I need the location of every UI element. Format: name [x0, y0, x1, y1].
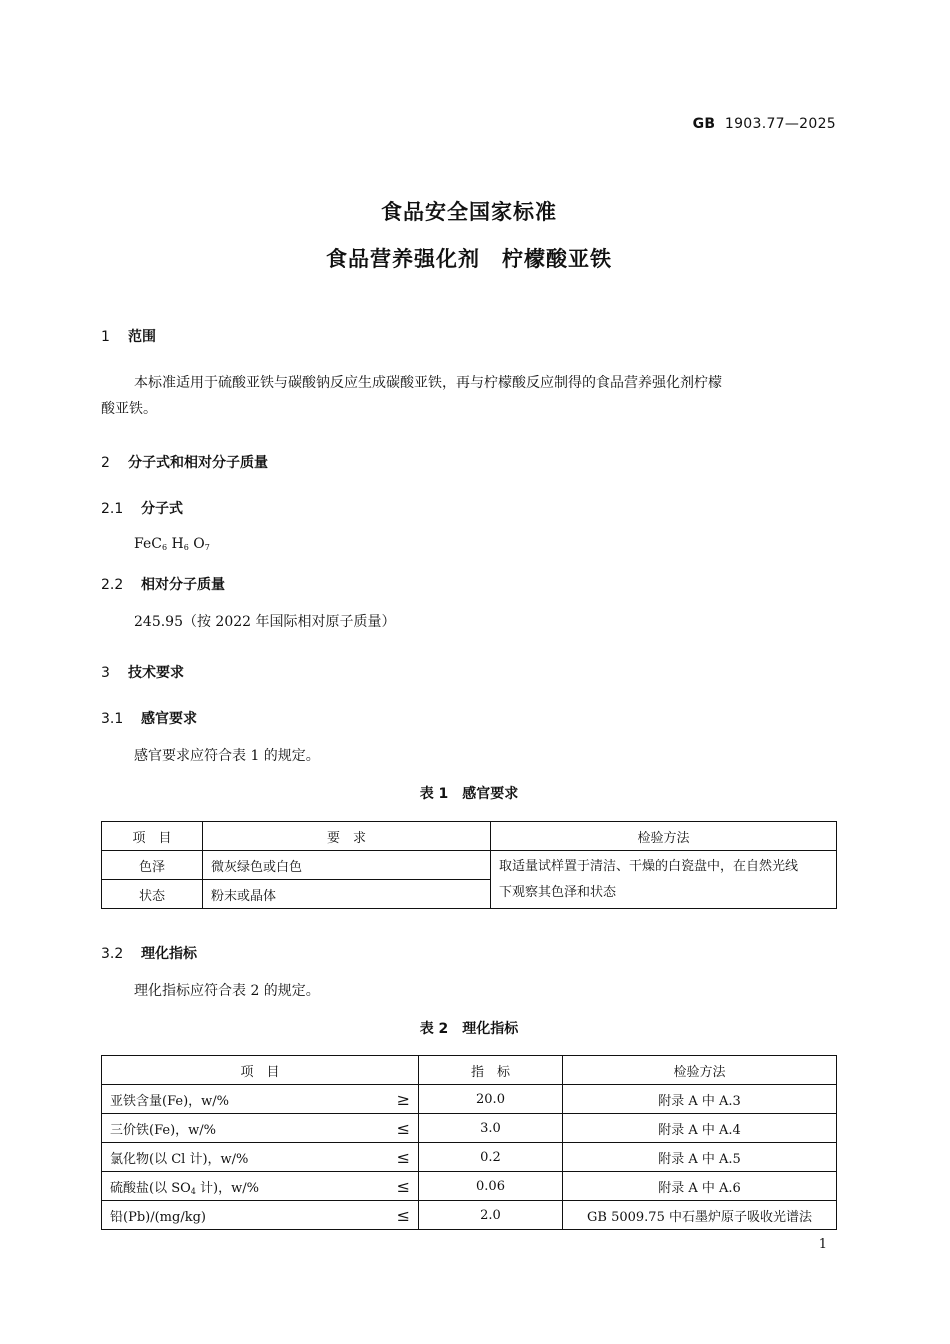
- section-title: 范围: [128, 329, 156, 345]
- section-number: 3.2: [101, 946, 124, 962]
- section-1-heading: [101, 326, 156, 346]
- row-method: 附录 A 中 A.5: [563, 1143, 837, 1172]
- row-value: 20.0: [419, 1085, 563, 1114]
- row-method: 附录 A 中 A.6: [563, 1172, 837, 1201]
- row-method: 附录 A 中 A.3: [563, 1085, 837, 1114]
- section-title: 相对分子质量: [141, 577, 225, 593]
- formula-sub-o: 7: [204, 543, 210, 552]
- row-method: GB 5009.75 中石墨炉原子吸收光谱法: [563, 1201, 837, 1230]
- section-number: 3.1: [101, 711, 124, 727]
- section-2-2-heading: [101, 574, 225, 594]
- row-requirement: 粉末或晶体: [203, 880, 491, 909]
- row-item-text: 硫酸盐(以 SO: [110, 1180, 191, 1196]
- section-number: 2: [101, 455, 110, 471]
- table2-caption: 表 2 理化指标: [419, 1021, 519, 1037]
- table-row: [102, 1172, 837, 1201]
- row-value: 0.2: [419, 1143, 563, 1172]
- section-number: 1: [101, 329, 110, 345]
- row-item-text: 铅(Pb)/(mg/kg): [110, 1209, 206, 1225]
- formula-sub-c: 6: [161, 543, 168, 552]
- method-line2: 下观察其色泽和状态: [499, 884, 617, 900]
- header-requirement: 要 求: [203, 822, 491, 851]
- section-number: 2.1: [101, 501, 124, 517]
- header-item: 项 目: [102, 1056, 419, 1085]
- standard-prefix: GB: [692, 116, 716, 132]
- table-row: [102, 1114, 837, 1143]
- page-number: 1: [818, 1237, 827, 1252]
- comparison-symbol: ≤: [396, 1118, 410, 1138]
- sensory-paragraph: 感官要求应符合表 1 的规定。: [134, 748, 320, 764]
- method-cell: [491, 851, 837, 909]
- scope-paragraph-line1: 本标准适用于硫酸亚铁与碳酸钠反应生成碳酸亚铁，再与柠檬酸反应制得的食品营养强化剂柠檬: [134, 375, 722, 391]
- molecular-formula: [134, 536, 210, 552]
- header-item: 项 目: [102, 822, 203, 851]
- section-number: 3: [101, 665, 110, 681]
- molecular-mass-value: 245.95（按 2022 年国际相对原子质量）: [134, 614, 396, 630]
- row-requirement: 微灰绿色或白色: [203, 851, 491, 880]
- row-item-text: 氯化物(以 Cl 计)，w/%: [110, 1151, 249, 1167]
- row-item-text: 三价铁(Fe)，w/%: [110, 1122, 217, 1138]
- table-header-row: [102, 1056, 837, 1085]
- standard-code: 1903.77—2025: [724, 116, 836, 132]
- section-2-heading: [101, 452, 268, 472]
- standard-number: [693, 116, 836, 132]
- header-value: 指 标: [419, 1056, 563, 1085]
- formula-o: O: [193, 536, 205, 552]
- table-physchem: [101, 1055, 837, 1230]
- formula-fe-c: FeC: [134, 536, 162, 552]
- comparison-symbol: ≤: [396, 1147, 410, 1167]
- physchem-paragraph: 理化指标应符合表 2 的规定。: [134, 983, 320, 999]
- row-item: [102, 1143, 419, 1172]
- row-item: [102, 1201, 419, 1230]
- table-header-row: [102, 822, 837, 851]
- row-item-text: 亚铁含量(Fe)，w/%: [110, 1093, 230, 1109]
- row-value: 3.0: [419, 1114, 563, 1143]
- row-item: [102, 1085, 419, 1114]
- section-title: 分子式和相对分子质量: [128, 455, 268, 471]
- section-title: 分子式: [141, 501, 183, 517]
- row-method: 附录 A 中 A.4: [563, 1114, 837, 1143]
- table-sensory: [101, 821, 837, 909]
- header-method: 检验方法: [491, 822, 837, 851]
- formula-sub-h: 6: [183, 543, 189, 552]
- table-row: [102, 1201, 837, 1230]
- section-2-1-heading: [101, 498, 183, 518]
- title-line2: 食品营养强化剂 柠檬酸亚铁: [326, 247, 612, 271]
- section-title: 理化指标: [141, 946, 197, 962]
- comparison-symbol: ≤: [396, 1176, 410, 1196]
- header-method: 检验方法: [563, 1056, 837, 1085]
- method-line1: 取适量试样置于清洁、干燥的白瓷盘中，在自然光线: [499, 858, 799, 874]
- formula-h: H: [171, 536, 184, 552]
- section-title: 技术要求: [128, 665, 184, 681]
- row-value: 0.06: [419, 1172, 563, 1201]
- row-item: 色泽: [102, 851, 203, 880]
- title-line1: 食品安全国家标准: [381, 200, 557, 224]
- table-row: [102, 1143, 837, 1172]
- row-value: 2.0: [419, 1201, 563, 1230]
- scope-paragraph-line2: 酸亚铁。: [101, 401, 157, 417]
- comparison-symbol: ≤: [396, 1205, 410, 1225]
- row-item: 状态: [102, 880, 203, 909]
- row-item: [102, 1172, 419, 1201]
- section-number: 2.2: [101, 577, 124, 593]
- section-3-1-heading: [101, 708, 197, 728]
- row-item: [102, 1114, 419, 1143]
- section-title: 感官要求: [141, 711, 197, 727]
- table-row: [102, 851, 837, 880]
- table1-caption: 表 1 感官要求: [419, 786, 519, 802]
- table-row: [102, 1085, 837, 1114]
- row-item-text-tail: 计)，w/%: [195, 1180, 259, 1196]
- comparison-symbol: ≥: [396, 1089, 410, 1109]
- section-3-heading: [101, 662, 184, 682]
- row-item-subscript: 4: [190, 1186, 196, 1196]
- section-3-2-heading: [101, 943, 197, 963]
